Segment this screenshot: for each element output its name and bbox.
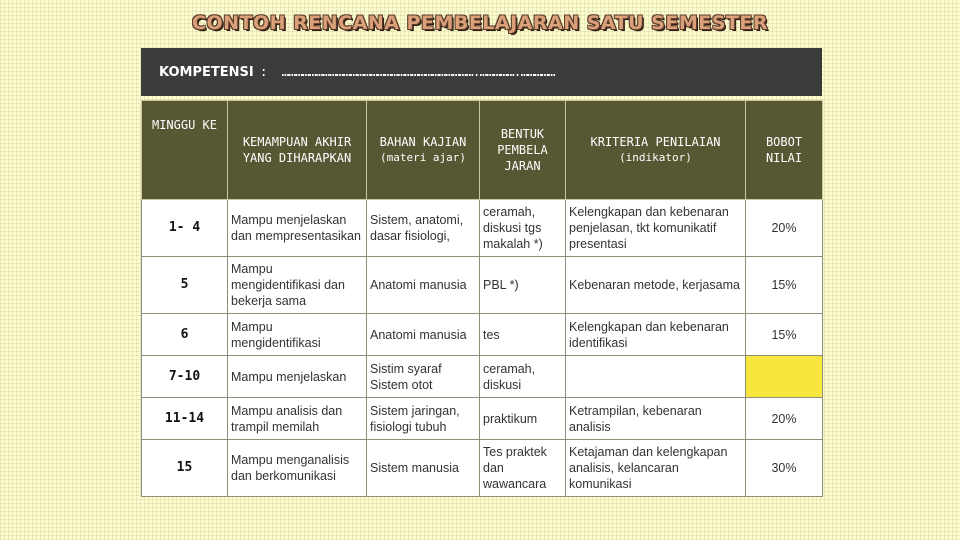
kompetensi-label: KOMPETENSI xyxy=(159,64,254,80)
table-row xyxy=(142,314,823,356)
material-cell: Sistem manusia xyxy=(367,440,480,497)
week-cell: 5 xyxy=(142,257,228,314)
criteria-cell: Ketajaman dan kelengkapan analisis, kelancaran komunikasi xyxy=(566,440,746,497)
header-minggu: MINGGU KE xyxy=(142,101,228,200)
header-bahan: BAHAN KAJIAN (materi ajar) xyxy=(367,101,480,200)
kompetensi-value: ………………………………………………………………………….…………….…………… xyxy=(281,64,555,80)
table-row xyxy=(142,356,823,398)
page-title: CONTOH RENCANA PEMBELAJARAN SATU SEMESTER xyxy=(192,12,768,34)
ability-cell: Mampu analisis dan trampil memilah xyxy=(228,398,367,440)
header-bentuk: BENTUK PEMBELA JARAN xyxy=(480,101,566,200)
header-kriteria: KRITERIA PENILAIAN (indikator) xyxy=(566,101,746,200)
material-cell: Sistem jaringan, fisiologi tubuh xyxy=(367,398,480,440)
week-cell: 1- 4 xyxy=(142,200,228,257)
week-cell: 6 xyxy=(142,314,228,356)
material-cell: Anatomi manusia xyxy=(367,257,480,314)
form-cell: ceramah, diskusi tgs makalah *) xyxy=(480,200,566,257)
table-row xyxy=(142,200,823,257)
week-cell: 11-14 xyxy=(142,398,228,440)
form-cell: Tes praktek dan wawancara xyxy=(480,440,566,497)
ability-cell: Mampu mengidentifikasi xyxy=(228,314,367,356)
table-header-row xyxy=(142,101,823,200)
table-row xyxy=(142,440,823,497)
criteria-cell: Kebenaran metode, kerjasama xyxy=(566,257,746,314)
form-cell: PBL *) xyxy=(480,257,566,314)
week-cell: 7-10 xyxy=(142,356,228,398)
weight-cell: 20% xyxy=(746,398,823,440)
form-cell: tes xyxy=(480,314,566,356)
form-cell: ceramah, diskusi xyxy=(480,356,566,398)
header-kemampuan: KEMAMPUAN AKHIR YANG DIHARAPKAN xyxy=(228,101,367,200)
kompetensi-bar xyxy=(141,48,822,96)
criteria-cell: Kelengkapan dan kebenaran penjelasan, tkt komunikatif presentasi xyxy=(566,200,746,257)
ability-cell: Mampu menjelaskan dan mempresentasikan xyxy=(228,200,367,257)
ability-cell: Mampu mengidentifikasi dan bekerja sama xyxy=(228,257,367,314)
criteria-cell: Kelengkapan dan kebenaran identifikasi xyxy=(566,314,746,356)
criteria-cell: Ketrampilan, kebenaran analisis xyxy=(566,398,746,440)
kompetensi-separator: : xyxy=(259,64,268,80)
ability-cell: Mampu menganalisis dan berkomunikasi xyxy=(228,440,367,497)
form-cell: praktikum xyxy=(480,398,566,440)
table-row xyxy=(142,257,823,314)
criteria-cell xyxy=(566,356,746,398)
weight-cell: 15% xyxy=(746,257,823,314)
week-cell: 15 xyxy=(142,440,228,497)
material-cell: Sistem, anatomi, dasar fisiologi, xyxy=(367,200,480,257)
ability-cell: Mampu menjelaskan xyxy=(228,356,367,398)
weight-cell: 20% xyxy=(746,200,823,257)
weight-cell-highlighted xyxy=(746,356,823,398)
weight-cell: 30% xyxy=(746,440,823,497)
header-bobot: BOBOT NILAI xyxy=(746,101,823,200)
table-row xyxy=(142,398,823,440)
lesson-plan-table xyxy=(141,100,823,497)
material-cell: Anatomi manusia xyxy=(367,314,480,356)
weight-cell: 15% xyxy=(746,314,823,356)
material-cell: Sistim syaraf Sistem otot xyxy=(367,356,480,398)
